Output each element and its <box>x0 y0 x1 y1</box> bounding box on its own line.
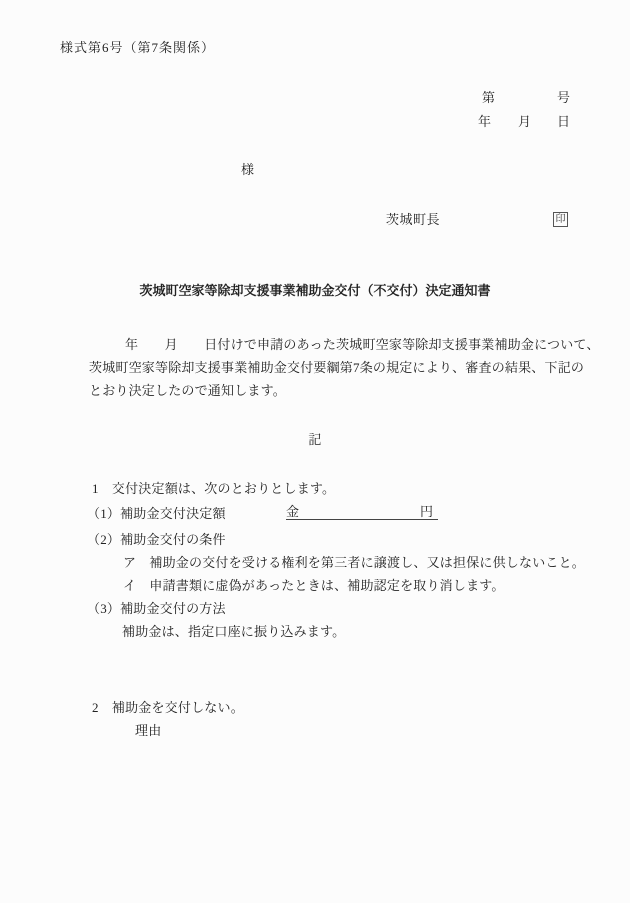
addressee-honorific: 様 <box>241 162 255 177</box>
date-year-label: 年 <box>478 114 492 129</box>
form-number: 様式第6号（第7条関係） <box>60 40 216 55</box>
amount-prefix: 金 <box>286 504 300 519</box>
body-line-2: 茨城町空家等除却支援事業補助金交付要綱第7条の規定により、審査の結果、下記の <box>89 360 585 375</box>
item-1-3-label: （3）補助金交付の方法 <box>87 601 226 616</box>
doc-number-prefix: 第 <box>482 90 496 105</box>
reason-label: 理由 <box>135 723 162 738</box>
item-1-3-text: 補助金は、指定口座に振り込みます。 <box>122 624 346 639</box>
body-line-3: とおり決定したので通知します。 <box>89 383 286 398</box>
item-1-heading: 1 交付決定額は、次のとおりとします。 <box>92 481 336 496</box>
date-day-label: 日 <box>557 114 571 129</box>
amount-field <box>286 504 438 520</box>
condition-b: イ 申請書類に虚偽があったときは、補助認定を取り消します。 <box>123 578 505 593</box>
doc-number-suffix: 号 <box>557 90 571 105</box>
document-title: 茨城町空家等除却支援事業補助金交付（不交付）決定通知書 <box>139 283 491 298</box>
item-1-1-label: （1）補助金交付決定額 <box>87 506 226 521</box>
sender-title: 茨城町長 <box>386 212 441 227</box>
amount-suffix: 円 <box>419 504 433 519</box>
item-2-heading: 2 補助金を交付しない。 <box>92 700 244 715</box>
date-month-label: 月 <box>518 114 532 129</box>
item-1-2-label: （2）補助金交付の条件 <box>87 532 226 547</box>
condition-a: ア 補助金の交付を受ける権利を第三者に譲渡し、又は担保に供しないこと。 <box>123 555 586 570</box>
body-line-1: 年 月 日付けで申請のあった茨城町空家等除却支援事業補助金について、 <box>125 337 600 352</box>
seal-mark: 印 <box>553 212 568 227</box>
record-heading: 記 <box>308 432 322 447</box>
